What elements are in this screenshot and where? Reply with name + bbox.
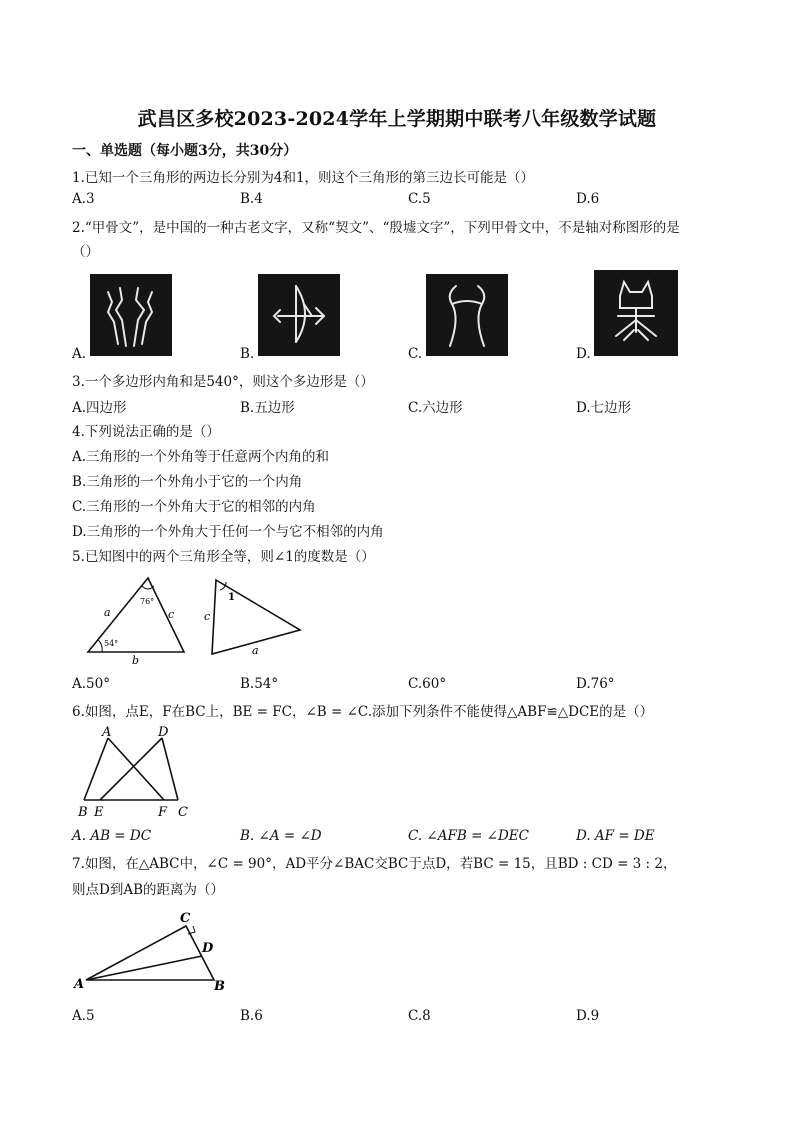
- q4-choice-d[interactable]: D.三角形的一个外角大于任何一个与它不相邻的内角: [72, 524, 384, 540]
- q7-option-a[interactable]: A.5: [72, 1008, 95, 1024]
- oracle-glyph-image-a: [90, 274, 172, 356]
- q5-right-label-c: c: [204, 610, 211, 623]
- q6-label-a: A: [102, 725, 112, 740]
- q1-option-a[interactable]: A.3: [72, 191, 95, 207]
- q6-label-b: B: [78, 805, 88, 820]
- q5-right-angle-1: 1: [228, 592, 235, 603]
- q6-option-a[interactable]: A. AB = DC: [72, 828, 152, 844]
- q5-option-d[interactable]: D.76°: [576, 676, 615, 692]
- question-3-stem: 3.一个多边形内角和是540°，则这个多边形是（）: [72, 374, 374, 390]
- question-2-stem: 2.“甲骨文”，是中国的一种古老文字，又称“契文”、“殷墟文字”，下列甲骨文中，不是轴对称图形的是: [72, 220, 680, 236]
- question-6-stem: 6.如图，点E，F在BC上，BE = FC，∠B = ∠C.添加下列条件不能使得△ABF≌△DCE的是（）: [72, 704, 654, 720]
- q6-option-b[interactable]: B. ∠A = ∠D: [240, 828, 322, 844]
- q1-option-c[interactable]: C.5: [408, 191, 431, 207]
- question-7-stem: 7.如图，在△ABC中，∠C = 90°，AD平分∠BAC交BC于点D，若BC = 15，且BD : CD = 3 : 2，: [72, 856, 677, 872]
- q7-option-d[interactable]: D.9: [576, 1008, 600, 1024]
- q5-option-a[interactable]: A.50°: [72, 676, 110, 692]
- section-heading: 一、单选题（每小题3分，共30分）: [72, 143, 298, 159]
- question-1-stem: 1.已知一个三角形的两边长分别为4和1，则这个三角形的第三边长可能是（）: [72, 170, 535, 186]
- q4-choice-a[interactable]: A.三角形的一个外角等于任意两个内角的和: [72, 449, 330, 465]
- q7-label-b: B: [214, 979, 225, 994]
- oracle-glyph-image-c: [426, 274, 508, 356]
- q6-option-c[interactable]: C. ∠AFB = ∠DEC: [408, 828, 529, 844]
- q4-choice-b[interactable]: B.三角形的一个外角小于它的一个内角: [72, 474, 303, 490]
- oracle-glyph-image-b: [258, 274, 340, 356]
- q3-option-b[interactable]: B.五边形: [240, 400, 295, 416]
- oracle-glyph-image-d: [594, 270, 678, 356]
- q3-option-d[interactable]: D.七边形: [576, 400, 632, 416]
- q5-right-label-a: a: [252, 644, 259, 657]
- q2-option-a[interactable]: A.: [72, 346, 87, 362]
- q6-figure: [74, 724, 196, 820]
- q7-figure: [74, 908, 234, 994]
- q3-option-a[interactable]: A.四边形: [72, 400, 127, 416]
- q6-label-e: E: [94, 805, 104, 820]
- q2-option-c[interactable]: C.: [408, 346, 423, 362]
- q7-label-a: A: [74, 977, 85, 992]
- q2-option-b[interactable]: B.: [240, 346, 255, 362]
- q2-option-d[interactable]: D.: [576, 346, 591, 362]
- q5-triangle-right: [200, 574, 304, 658]
- q5-left-label-a: a: [104, 606, 111, 619]
- question-5-stem: 5.已知图中的两个三角形全等，则∠1的度数是（）: [72, 549, 375, 565]
- q7-label-d: D: [202, 941, 214, 956]
- q5-triangle-left: [84, 572, 190, 667]
- q6-label-d: D: [158, 725, 169, 740]
- q5-option-b[interactable]: B.54°: [240, 676, 279, 692]
- q5-left-label-c: c: [168, 608, 175, 621]
- q5-left-angle-left: 54°: [104, 639, 119, 648]
- q3-option-c[interactable]: C.六边形: [408, 400, 463, 416]
- q5-left-angle-top: 76°: [140, 597, 155, 606]
- question-4-stem: 4.下列说法正确的是（）: [72, 424, 220, 440]
- q1-option-b[interactable]: B.4: [240, 191, 263, 207]
- q5-option-c[interactable]: C.60°: [408, 676, 447, 692]
- q7-option-c[interactable]: C.8: [408, 1008, 431, 1024]
- q5-left-label-b: b: [132, 654, 140, 667]
- q4-choice-c[interactable]: C.三角形的一个外角大于它的相邻的内角: [72, 499, 316, 515]
- q7-option-b[interactable]: B.6: [240, 1008, 263, 1024]
- question-7-stem-continued: 则点D到AB的距离为（）: [72, 882, 224, 898]
- q6-option-d[interactable]: D. AF = DE: [576, 828, 655, 844]
- question-2-stem-continued: （）: [72, 244, 99, 260]
- q6-label-f: F: [158, 805, 168, 820]
- exam-title: 武昌区多校2023-2024学年上学期期中联考八年级数学试题: [137, 108, 657, 130]
- q6-label-c: C: [178, 805, 188, 820]
- q7-label-c: C: [180, 911, 191, 926]
- q1-option-d[interactable]: D.6: [576, 191, 600, 207]
